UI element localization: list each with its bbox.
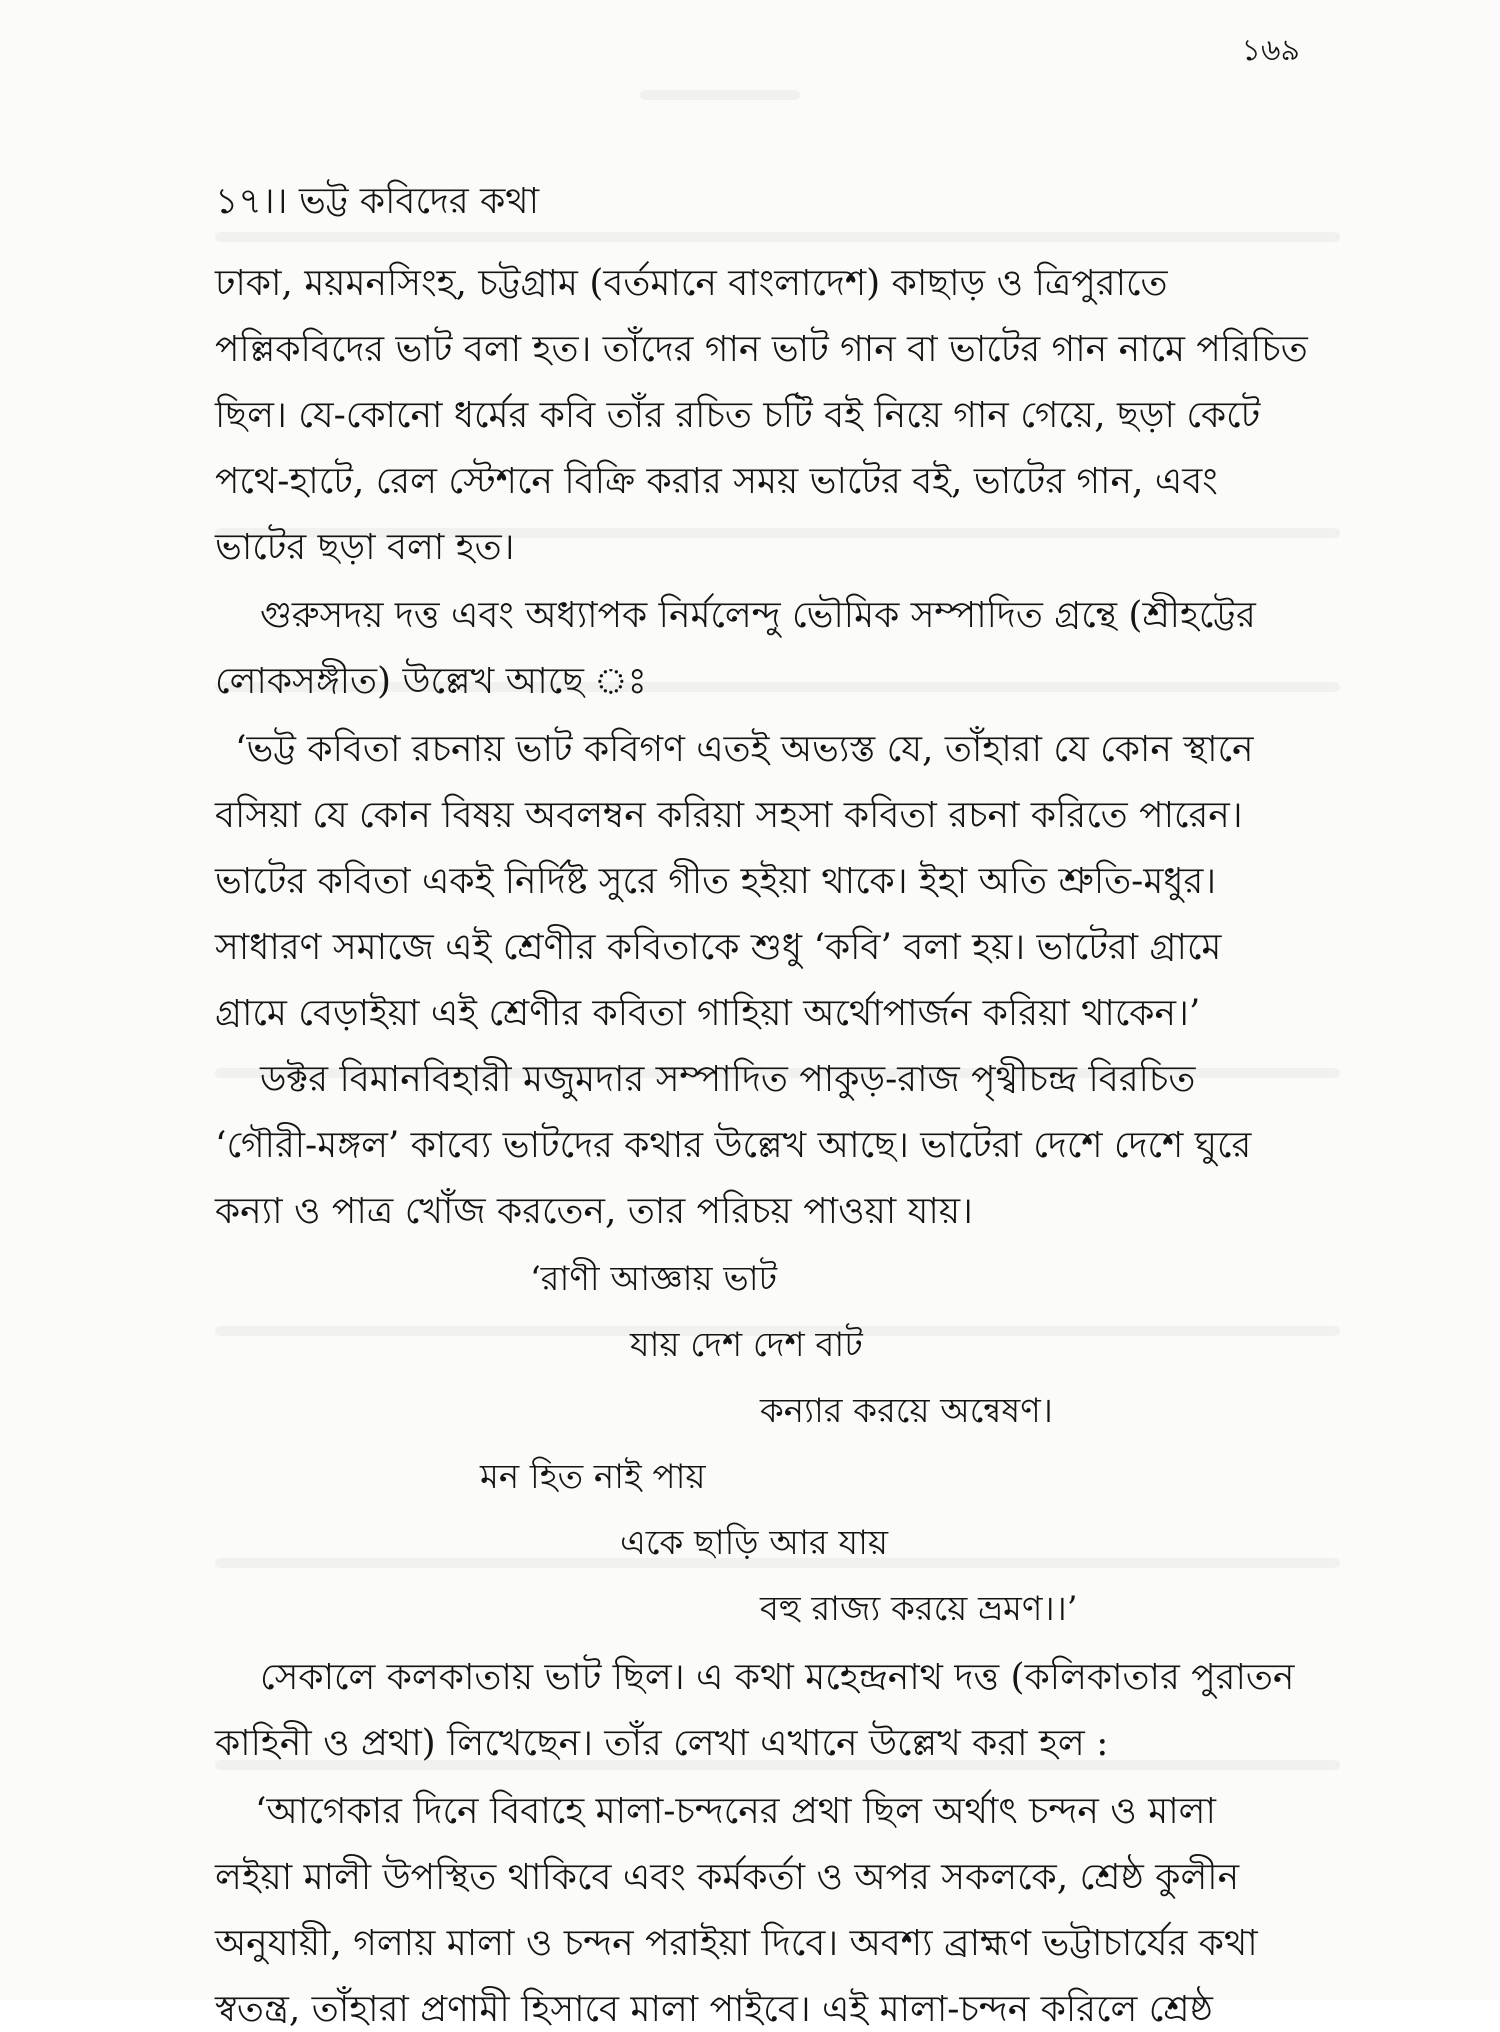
bleed-through-mark <box>215 232 1340 242</box>
paragraph-line: ঢাকা, ময়মনসিংহ, চট্টগ্রাম (বর্তমানে বাংলাদেশ) কাছাড় ও ত্রিপুরাতে <box>215 263 1168 304</box>
section-heading: ১৭।। ভট্ট কবিদের কথা <box>215 181 540 222</box>
paragraph-line: সেকালে কলকাতায় ভাট ছিল। এ কথা মহেন্দ্রনাথ দত্ত (কলিকাতার পুরাতন <box>260 1657 1295 1698</box>
paragraph-line: পথে-হাটে, রেল স্টেশনে বিক্রি করার সময় ভাটের বই, ভাটের গান, এবং <box>215 461 1218 502</box>
verse-line: ‘রাণী আজ্ঞায় ভাট <box>530 1259 778 1299</box>
quote-line: ‘আগেকার দিনে বিবাহে মালা-চন্দনের প্রথা ছিল অর্থাৎ চন্দন ও মালা <box>255 1791 1216 1832</box>
verse-line: কন্যার করয়ে অন্বেষণ। <box>760 1391 1053 1431</box>
paragraph-line: ডক্টর বিমানবিহারী মজুমদার সম্পাদিত পাকুড়-রাজ পৃথ্বীচন্দ্র বিরচিত <box>260 1059 1196 1100</box>
paragraph-line: ‘গৌরী-মঙ্গল’ কাব্যে ভাটদের কথার উল্লেখ আছে। ভাটেরা দেশে দেশে ঘুরে <box>215 1125 1252 1166</box>
quote-line: অনুযায়ী, গলায় মালা ও চন্দন পরাইয়া দিবে। অবশ্য ব্রাহ্মণ ভট্টাচার্যের কথা <box>215 1923 1258 1964</box>
quote-line: লইয়া মালী উপস্থিত থাকিবে এবং কর্মকর্তা ও অপর সকলকে, শ্রেষ্ঠ কুলীন <box>215 1857 1240 1898</box>
paragraph-line: কন্যা ও পাত্র খোঁজ করতেন, তার পরিচয় পাওয়া যায়। <box>215 1191 973 1232</box>
paragraph-line: ভাটের ছড়া বলা হত। <box>215 527 515 568</box>
paragraph-line: পল্লিকবিদের ভাট বলা হত। তাঁদের গান ভাট গান বা ভাটের গান নামে পরিচিত <box>215 329 1308 370</box>
quote-line: স্বতন্ত্র, তাঁহারা প্রণামী হিসাবে মালা পাইবে। এই মালা-চন্দন করিলে শ্রেষ্ঠ <box>215 1989 1213 2030</box>
verse-line: একে ছাড়ি আর যায় <box>620 1523 889 1563</box>
page-number: ১৬৯ <box>1241 33 1300 68</box>
paragraph-line: কাহিনী ও প্রথা) লিখেছেন। তাঁর লেখা এখানে উল্লেখ করা হল : <box>215 1723 1109 1764</box>
verse-line: মন হিত নাই পায় <box>480 1457 706 1497</box>
verse-line: যায় দেশ দেশ বাট <box>630 1325 863 1365</box>
quote-line: বসিয়া যে কোন বিষয় অবলম্বন করিয়া সহসা কবিতা রচনা করিতে পারেন। <box>215 795 1243 836</box>
paragraph-line: ছিল। যে-কোনো ধর্মের কবি তাঁর রচিত চটি বই নিয়ে গান গেয়ে, ছড়া কেটে <box>215 395 1261 436</box>
bleed-through-mark <box>640 90 800 100</box>
paragraph-line: গুরুসদয় দত্ত এবং অধ্যাপক নির্মলেন্দু ভৌমিক সম্পাদিত গ্রন্থে (শ্রীহট্টের <box>260 595 1256 636</box>
quote-line: ভাটের কবিতা একই নির্দিষ্ট সুরে গীত হইয়া থাকে। ইহা অতি শ্রুতি-মধুর। <box>215 861 1217 902</box>
quote-line: সাধারণ সমাজে এই শ্রেণীর কবিতাকে শুধু ‘কবি’ বলা হয়। ভাটেরা গ্রামে <box>215 927 1222 968</box>
verse-line: বহু রাজ্য করয়ে ভ্রমণ।।’ <box>760 1589 1078 1629</box>
quote-line: ‘ভট্ট কবিতা রচনায় ভাট কবিগণ এতই অভ্যস্ত যে, তাঁহারা যে কোন স্থানে <box>235 729 1254 770</box>
quote-line: গ্রামে বেড়াইয়া এই শ্রেণীর কবিতা গাহিয়া অর্থোপার্জন করিয়া থাকেন।’ <box>215 993 1201 1034</box>
paragraph-line: লোকসঙ্গীত) উল্লেখ আছে ঃ <box>215 661 647 702</box>
